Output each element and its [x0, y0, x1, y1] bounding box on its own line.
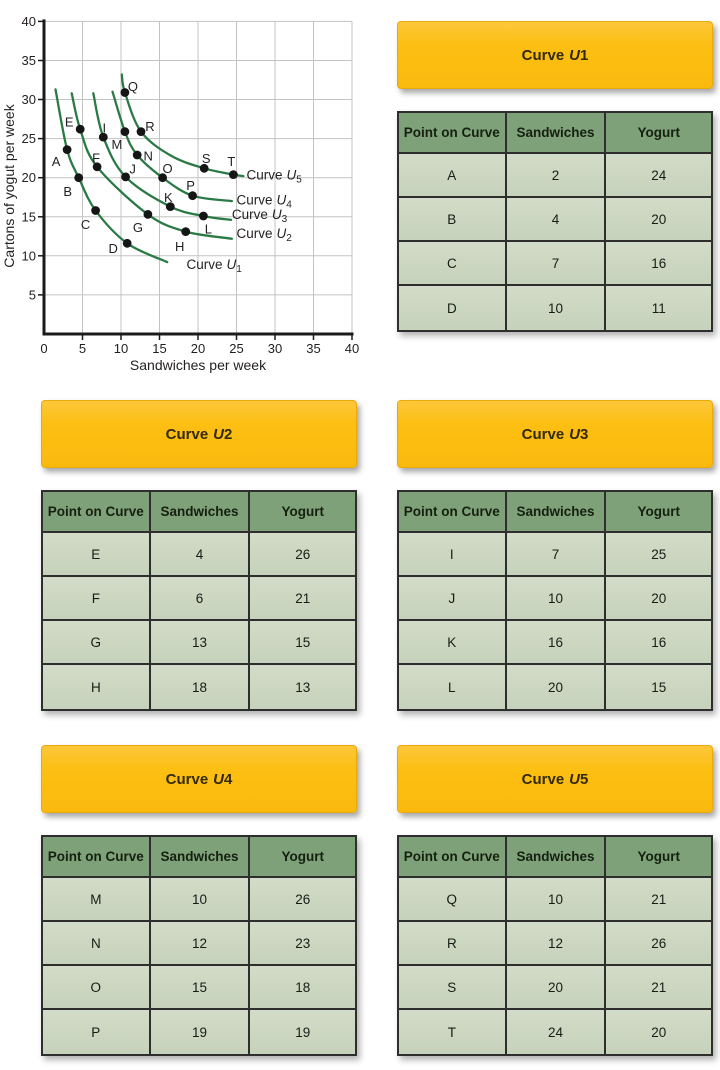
table-cell: 4 [507, 198, 607, 242]
table-row [43, 966, 355, 1010]
table-cell: 20 [507, 665, 607, 709]
table-cell: 6 [151, 577, 251, 621]
point-A-dot [63, 145, 72, 154]
table-cell: 13 [250, 665, 355, 709]
table-row [43, 922, 355, 966]
table-row [399, 198, 711, 242]
table-cell: P [43, 1010, 151, 1054]
table-cell: 15 [151, 966, 251, 1010]
panel-curve-u5 [397, 745, 713, 1056]
point-T-label: T [227, 154, 236, 170]
y-tick-label: 10 [21, 248, 36, 264]
table-cell: H [43, 665, 151, 709]
banner-title-prefix: Curve [165, 770, 209, 788]
y-tick-label: 25 [21, 131, 36, 147]
curve-u1-table [397, 111, 713, 332]
table-header-row [399, 837, 711, 878]
point-B-dot [74, 173, 83, 182]
table-cell: Q [399, 878, 507, 922]
x-tick-label: 20 [190, 341, 206, 356]
banner-title-symbol: U [569, 770, 581, 788]
curve-u4-table [41, 835, 357, 1056]
table-cell: 7 [507, 533, 607, 577]
point-Q-label: Q [127, 79, 138, 94]
table-cell: 16 [606, 242, 711, 286]
table-header-row [399, 113, 711, 154]
curve-u5-table [397, 835, 713, 1056]
panel-curve-u3 [397, 400, 713, 711]
table-cell: 2 [507, 154, 607, 198]
curve-u4-banner [41, 745, 357, 813]
y-tick-label: 5 [28, 287, 36, 303]
banner-title-number: 1 [580, 46, 589, 64]
point-M-label: M [111, 137, 123, 153]
banner-title-symbol: U [213, 770, 225, 788]
y-tick-label: 40 [21, 13, 36, 29]
table-row [399, 577, 711, 621]
curve-u2-banner [41, 400, 357, 468]
table-cell: 19 [250, 1010, 355, 1054]
table-cell: 10 [507, 878, 607, 922]
table-cell: 10 [507, 577, 607, 621]
header-cell: Sandwiches [507, 492, 607, 533]
table-cell: O [43, 966, 151, 1010]
banner-title-number: 2 [224, 425, 233, 443]
header-cell: Yogurt [250, 837, 355, 878]
curve-u5-banner [397, 745, 713, 813]
table-row [399, 878, 711, 922]
point-L-dot [199, 212, 208, 221]
table-header-row [43, 837, 355, 878]
point-H-label: H [175, 239, 185, 255]
table-cell: 16 [606, 621, 711, 665]
table-cell: N [43, 922, 151, 966]
x-tick-label: 5 [78, 341, 87, 356]
header-cell: Point on Curve [399, 492, 507, 533]
table-cell: 12 [507, 922, 607, 966]
header-cell: Point on Curve [399, 837, 507, 878]
table-cell: M [43, 878, 151, 922]
point-L-label: L [204, 221, 213, 237]
table-cell: A [399, 154, 507, 198]
curve-u5-line [122, 75, 244, 177]
banner-title-symbol: U [569, 425, 581, 443]
curve-u1-banner [397, 21, 713, 89]
table-cell: 26 [250, 878, 355, 922]
table-row [399, 286, 711, 330]
banner-title-prefix: Curve [521, 770, 565, 788]
table-row [399, 966, 711, 1010]
axes [38, 19, 354, 340]
table-row [399, 154, 711, 198]
banner-title-number: 4 [224, 770, 233, 788]
table-cell: 15 [606, 665, 711, 709]
banner-title-symbol: U [569, 46, 581, 64]
curve-u3-table [397, 490, 713, 711]
table-cell: J [399, 577, 507, 621]
point-S-label: S [201, 150, 211, 166]
curve-u2-label: Curve $U_2$ [236, 225, 292, 244]
table-row [399, 621, 711, 665]
table-cell: K [399, 621, 507, 665]
y-tick-label: 15 [21, 209, 36, 225]
table-cell: R [399, 922, 507, 966]
x-tick-label: 10 [113, 341, 129, 356]
x-tick-label: 35 [306, 341, 321, 356]
table-cell: 16 [507, 621, 607, 665]
table-cell: 25 [606, 533, 711, 577]
header-cell: Point on Curve [43, 492, 151, 533]
banner-title-number: 5 [580, 770, 589, 788]
table-cell: 20 [606, 577, 711, 621]
indifference-curves-chart [2, 4, 362, 376]
point-E-label: E [64, 114, 74, 130]
header-cell: Sandwiches [151, 837, 251, 878]
table-row [399, 665, 711, 709]
header-cell: Yogurt [606, 113, 711, 154]
point-F-label: F [92, 150, 101, 166]
header-cell: Sandwiches [507, 837, 607, 878]
table-cell: 20 [606, 198, 711, 242]
panel-curve-u1 [397, 21, 713, 332]
header-cell: Sandwiches [507, 113, 607, 154]
banner-title-prefix: Curve [521, 425, 565, 443]
point-R-label: R [145, 119, 155, 135]
header-cell: Point on Curve [399, 113, 507, 154]
panel-curve-u4 [41, 745, 357, 1056]
x-tick-label: 15 [152, 341, 167, 356]
x-axis-label: Sandwiches per week [129, 357, 267, 373]
banner-title-prefix: Curve [521, 46, 565, 64]
table-cell: 26 [250, 533, 355, 577]
table-cell: S [399, 966, 507, 1010]
header-cell: Yogurt [250, 492, 355, 533]
table-cell: 21 [606, 878, 711, 922]
y-tick-label: 35 [21, 53, 36, 68]
point-D-label: D [108, 240, 118, 256]
table-cell: 4 [151, 533, 251, 577]
header-cell: Point on Curve [43, 837, 151, 878]
table-row [43, 878, 355, 922]
table-cell: I [399, 533, 507, 577]
point-D-dot [123, 239, 132, 248]
y-tick-label: 20 [21, 170, 36, 186]
table-cell: 13 [151, 621, 251, 665]
point-A-label: A [51, 154, 61, 170]
header-cell: Sandwiches [151, 492, 251, 533]
table-cell: 23 [250, 922, 355, 966]
table-cell: 11 [606, 286, 711, 330]
table-cell: 26 [606, 922, 711, 966]
table-header-row [43, 492, 355, 533]
table-cell: 21 [250, 577, 355, 621]
point-O-label: O [162, 161, 173, 177]
table-row [43, 621, 355, 665]
curve-u3-label: Curve $U_3$ [231, 207, 288, 226]
table-cell: 10 [507, 286, 607, 330]
table-cell: 18 [250, 966, 355, 1010]
table-cell: 15 [250, 621, 355, 665]
point-E-dot [76, 125, 85, 134]
table-cell: G [43, 621, 151, 665]
point-P-label: P [186, 178, 195, 194]
table-cell: C [399, 242, 507, 286]
table-cell: L [399, 665, 507, 709]
point-I-label: I [102, 120, 107, 136]
banner-title-prefix: Curve [165, 425, 209, 443]
banner-title-number: 3 [580, 425, 589, 443]
table-cell: B [399, 198, 507, 242]
table-cell: 10 [151, 878, 251, 922]
point-N-label: N [143, 148, 153, 164]
table-row [43, 1010, 355, 1054]
point-T-dot [229, 170, 238, 179]
curve-u4-label: Curve $U_4$ [236, 192, 292, 211]
point-R-dot [137, 127, 146, 136]
curve-u3-banner [397, 400, 713, 468]
table-row [43, 577, 355, 621]
table-cell: E [43, 533, 151, 577]
x-tick-label: 0 [40, 341, 48, 356]
point-N-dot [133, 151, 142, 160]
point-H-dot [181, 227, 190, 236]
table-cell: 21 [606, 966, 711, 1010]
point-G-label: G [132, 219, 143, 235]
table-row [399, 533, 711, 577]
point-C-dot [91, 206, 100, 215]
table-row [399, 242, 711, 286]
y-axis-label: Cartons of yogut per week [2, 104, 17, 268]
point-G-dot [144, 210, 153, 219]
table-cell: 18 [151, 665, 251, 709]
table-cell: 7 [507, 242, 607, 286]
header-cell: Yogurt [606, 837, 711, 878]
y-tick-label: 30 [21, 92, 36, 107]
table-cell: 12 [151, 922, 251, 966]
table-row [399, 922, 711, 966]
curve-u1-label: Curve $U_1$ [186, 257, 242, 276]
panel-curve-u2 [41, 400, 357, 711]
table-cell: T [399, 1010, 507, 1054]
table-row [399, 1010, 711, 1054]
table-cell: D [399, 286, 507, 330]
table-cell: 20 [507, 966, 607, 1010]
banner-title-symbol: U [213, 425, 225, 443]
table-cell: 20 [606, 1010, 711, 1054]
header-cell: Yogurt [606, 492, 711, 533]
table-row [43, 665, 355, 709]
curve-u2-table [41, 490, 357, 711]
point-J-label: J [129, 161, 136, 177]
table-cell: 24 [507, 1010, 607, 1054]
x-tick-label: 40 [344, 341, 360, 356]
table-header-row [399, 492, 711, 533]
table-cell: 19 [151, 1010, 251, 1054]
table-cell: F [43, 577, 151, 621]
curve-u5-label: Curve $U_5$ [246, 167, 302, 186]
table-row [43, 533, 355, 577]
chart-svg [2, 4, 362, 376]
point-C-label: C [80, 217, 91, 232]
table-cell: 24 [606, 154, 711, 198]
point-B-label: B [63, 184, 73, 200]
point-K-label: K [163, 190, 173, 206]
gridlines [44, 21, 352, 334]
x-tick-label: 30 [267, 341, 283, 356]
x-tick-label: 25 [229, 341, 244, 356]
point-M-dot [121, 127, 130, 136]
